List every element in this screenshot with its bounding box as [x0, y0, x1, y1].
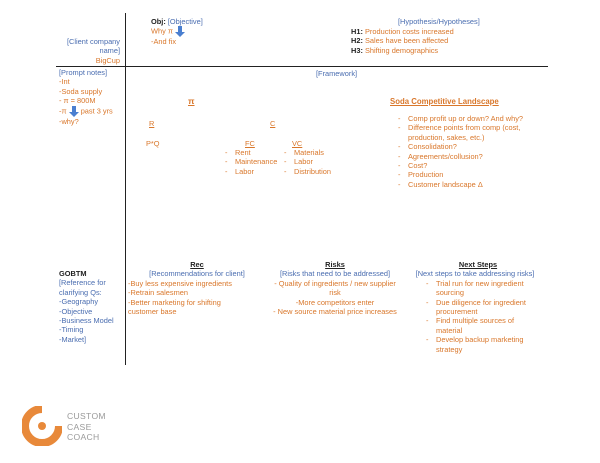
variable-cost-label: VC — [292, 139, 303, 148]
rec-title: Rec — [190, 260, 204, 269]
list-item: - Production — [396, 170, 536, 179]
cost-label: C — [270, 119, 276, 128]
obj-bracket: [Objective] — [167, 17, 203, 26]
list-item: - Develop backup marketing strategy — [424, 335, 536, 354]
obj-line1: Why π — [151, 26, 173, 36]
objective-block — [151, 17, 203, 47]
obj-label: Obj: — [151, 17, 166, 26]
list-item: - Consolidation? — [396, 142, 536, 151]
list-item: - Trial run for new ingredient sourcing — [424, 279, 536, 298]
prompt-notes-header: [Prompt notes] — [59, 68, 108, 77]
down-arrow-icon — [69, 106, 79, 117]
landscape-title: Soda Competitive Landscape — [390, 97, 499, 106]
client-label: [Client company name] BigCup — [62, 37, 120, 65]
rec-subtitle: [Recommendations for client] — [149, 269, 245, 279]
list-item: - Distribution — [282, 167, 331, 176]
risks-block: Risks [Risks that need to be addressed] - Quality of ingredients / new supplier risk -More competitors enter - New source material price increases — [266, 260, 404, 316]
price-quantity: P*Q — [146, 139, 160, 148]
risks-subtitle: [Risks that need to be addressed] — [279, 269, 391, 279]
rec-block: Rec [Recommendations for client] -Buy less expensive ingredients -Retrain salesmen -Better marketing for shifting customer base — [128, 260, 266, 316]
obj-line2: -And fix — [151, 37, 177, 47]
prompt-notes: [Prompt notes] -Int -Soda supply - π = 800M -π past 3 yrs -why? — [59, 68, 113, 126]
landscape-list — [396, 114, 536, 189]
hypothesis-1: Production costs increased — [364, 27, 454, 36]
revenue-label: R — [149, 119, 155, 128]
list-item: - Find multiple sources of material — [424, 316, 536, 335]
fixed-cost-list — [223, 148, 277, 176]
next-steps-subtitle: [Next steps to take addressing risks] — [415, 269, 535, 279]
profit-symbol: π — [188, 96, 195, 106]
hypothesis-3: Shifting demographics — [364, 45, 439, 55]
next-steps-title: Next Steps — [458, 260, 498, 269]
horizontal-divider — [56, 66, 548, 67]
list-item: - Due diligence for ingredient procurement — [424, 298, 536, 317]
list-item: - Rent — [223, 148, 277, 157]
list-item: - Agreements/collusion? — [396, 152, 536, 161]
client-name: BigCup — [95, 55, 120, 65]
list-item: - Comp profit up or down? And why? — [396, 114, 536, 123]
brand-text: CUSTOM CASE COACH — [67, 411, 106, 442]
list-item: - Labor — [223, 167, 277, 176]
gobtm-block: GOBTM [Reference for clarifying Qs: -Geography -Objective -Business Model -Timing -Market] — [59, 269, 114, 344]
hypothesis-2: Sales have been affected — [364, 36, 449, 46]
list-item: - Maintenance — [223, 157, 277, 166]
custom-case-coach-logo-icon — [22, 406, 62, 446]
framework-header: [Framework] — [316, 69, 358, 78]
list-item: - Materials — [282, 148, 331, 157]
hypothesis-header: [Hypothesis/Hypotheses] — [398, 17, 480, 26]
list-item: - Cost? — [396, 161, 536, 170]
list-item: - Difference points from comp (cost, production, sakes, etc.) — [396, 123, 536, 142]
variable-cost-list — [282, 148, 331, 176]
down-arrow-icon — [175, 26, 185, 37]
hypothesis-list: H1: Production costs increased H2: Sales have been affected H3: Shifting demographics — [351, 27, 454, 55]
fixed-cost-label: FC — [245, 139, 255, 148]
next-steps-block — [410, 260, 546, 354]
gobtm-title: GOBTM — [59, 269, 87, 278]
risks-title: Risks — [325, 260, 345, 269]
list-item: - Customer landscape Δ — [396, 180, 536, 189]
list-item: - Labor — [282, 157, 331, 166]
